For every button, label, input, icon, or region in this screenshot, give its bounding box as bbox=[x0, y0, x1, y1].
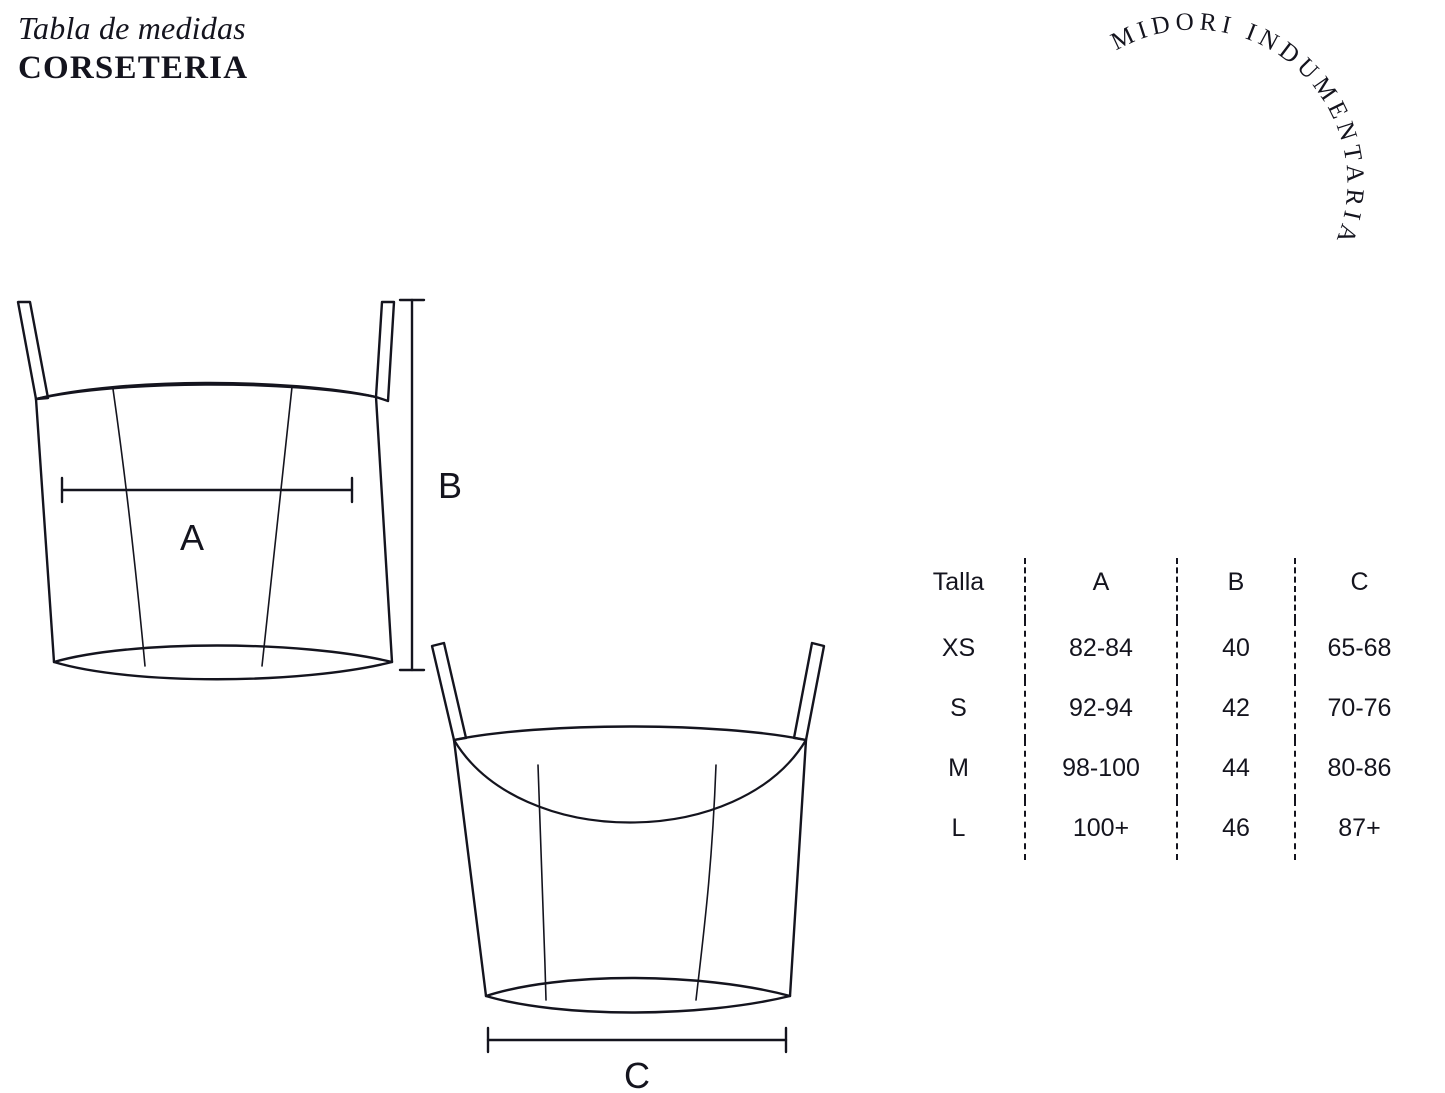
cell-b: 44 bbox=[1177, 740, 1295, 800]
dimension-label-c: C bbox=[624, 1055, 650, 1090]
table-row bbox=[893, 740, 1423, 800]
dimension-label-b: B bbox=[437, 465, 463, 506]
cell-talla: XS bbox=[941, 634, 976, 662]
cell-talla: M bbox=[948, 754, 969, 782]
cell-c: 65-68 bbox=[1295, 620, 1423, 680]
corset-back-illustration bbox=[432, 643, 824, 1013]
cell-b: 40 bbox=[1177, 620, 1295, 680]
measure-line-c bbox=[488, 1028, 786, 1052]
page-title bbox=[18, 8, 248, 88]
cell-a: 82-84 bbox=[1025, 620, 1177, 680]
table-header-row bbox=[893, 558, 1423, 620]
size-table bbox=[893, 558, 1423, 860]
cell-c: 80-86 bbox=[1295, 740, 1423, 800]
brand-logo bbox=[1090, 10, 1420, 340]
cell-talla: L bbox=[951, 814, 966, 842]
table-row bbox=[893, 680, 1423, 740]
cell-b: 42 bbox=[1177, 680, 1295, 740]
cell-a: 92-94 bbox=[1025, 680, 1177, 740]
page-title-subtitle: Tabla de medidas bbox=[18, 10, 246, 46]
cell-talla: S bbox=[950, 694, 967, 722]
measure-line-a bbox=[62, 478, 352, 502]
cell-b: 46 bbox=[1177, 800, 1295, 860]
table-row bbox=[893, 620, 1423, 680]
cell-c: 70-76 bbox=[1295, 680, 1423, 740]
measure-line-b bbox=[400, 300, 424, 670]
brand-logo-text: MIDORI INDUMENTARIA bbox=[1106, 8, 1369, 252]
technical-drawings bbox=[0, 270, 880, 1090]
table-header-talla: Talla bbox=[932, 568, 985, 596]
cell-c: 87+ bbox=[1295, 800, 1423, 860]
table-row bbox=[893, 800, 1423, 860]
dimension-label-a: A bbox=[179, 517, 205, 558]
cell-a: 98-100 bbox=[1025, 740, 1177, 800]
page-title-main: CORSETERIA bbox=[18, 50, 249, 86]
table-header-b: B bbox=[1177, 558, 1295, 620]
table-header-c: C bbox=[1295, 558, 1423, 620]
table-header-a: A bbox=[1025, 558, 1177, 620]
cell-a: 100+ bbox=[1025, 800, 1177, 860]
